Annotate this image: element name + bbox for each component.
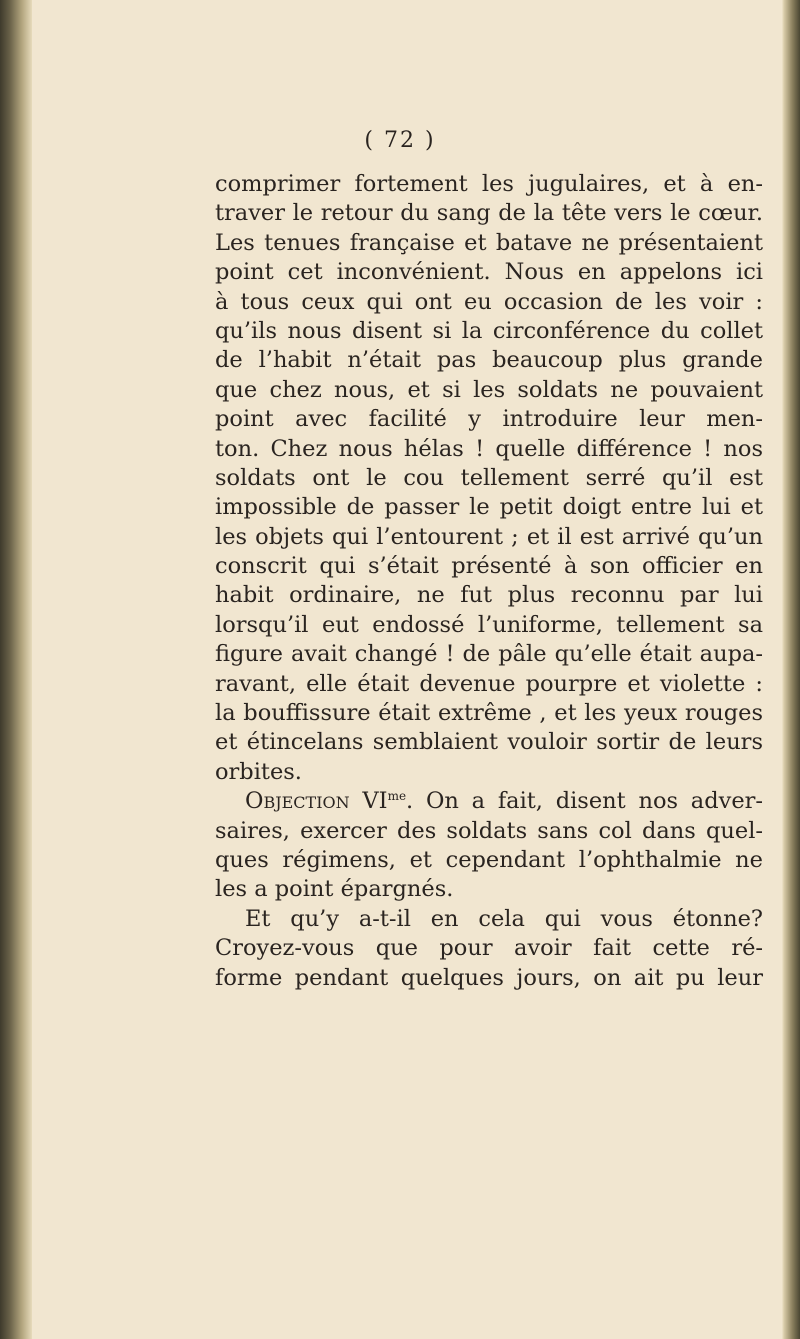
text-line: conscrit qui s’était présenté à son officier en xyxy=(215,553,763,580)
objection-text: . On a fait, disent nos adver- xyxy=(406,788,764,815)
page-number: ( 72 ) xyxy=(364,128,436,153)
text-line: ques régimens, et cependant l’ophthalmie ne xyxy=(215,846,763,873)
text-line: ton. Chez nous hélas ! quelle différence ! nos xyxy=(215,435,763,462)
text-line: soldats ont le cou tellement serré qu’il est xyxy=(215,464,763,491)
text-line: et étincelans semblaient vouloir sortir de leurs xyxy=(215,729,763,756)
text-line: de l’habit n’était pas beaucoup plus grande xyxy=(215,347,763,374)
text-line: figure avait changé ! de pâle qu’elle était aupa- xyxy=(215,641,763,668)
text-line: la bouffissure était extrême , et les yeux rouges xyxy=(215,700,763,727)
text-line: à tous ceux qui ont eu occasion de les voir : xyxy=(215,288,763,315)
text-line: Croyez-vous que pour avoir fait cette ré- xyxy=(215,935,763,962)
text-line: lorsqu’il eut endossé l’uniforme, tellement sa xyxy=(215,611,763,638)
objection-ordinal: me xyxy=(387,789,407,804)
text-line: saires, exercer des soldats sans col dans quel- xyxy=(215,817,763,844)
text-line: Les tenues française et batave ne présentaient xyxy=(215,229,763,256)
text-line: qu’ils nous disent si la circonférence du collet xyxy=(215,317,763,344)
text-line: Et qu’y a-t-il en cela qui vous étonne? xyxy=(245,905,763,932)
text-line: point cet inconvénient. Nous en appelons ici xyxy=(215,259,763,286)
text-line: point avec facilité y introduire leur men- xyxy=(215,406,763,433)
page-edge-shadow-left xyxy=(0,0,32,1339)
text-line: ravant, elle était devenue pourpre et violette : xyxy=(215,670,763,697)
text-line: les objets qui l’entourent ; et il est arrivé qu’un xyxy=(215,523,763,550)
text-line: impossible de passer le petit doigt entre lui et xyxy=(215,494,763,521)
objection-label: Objection xyxy=(245,788,350,815)
objection-numeral: VI xyxy=(362,788,388,815)
text-line: les a point épargnés. xyxy=(215,876,454,903)
page-edge-shadow-right xyxy=(782,0,800,1339)
text-line: habit ordinaire, ne fut plus reconnu par lui xyxy=(215,582,763,609)
text-line: orbites. xyxy=(215,758,302,785)
objection-heading-line xyxy=(215,787,763,816)
text-line: que chez nous, et si les soldats ne pouvaient xyxy=(215,376,763,403)
text-line: traver le retour du sang de la tête vers le cœur. xyxy=(215,200,763,227)
text-line: forme pendant quelques jours, on ait pu leur xyxy=(215,964,763,991)
body-text xyxy=(215,170,763,993)
text-line: comprimer fortement les jugulaires, et à en- xyxy=(215,171,763,197)
